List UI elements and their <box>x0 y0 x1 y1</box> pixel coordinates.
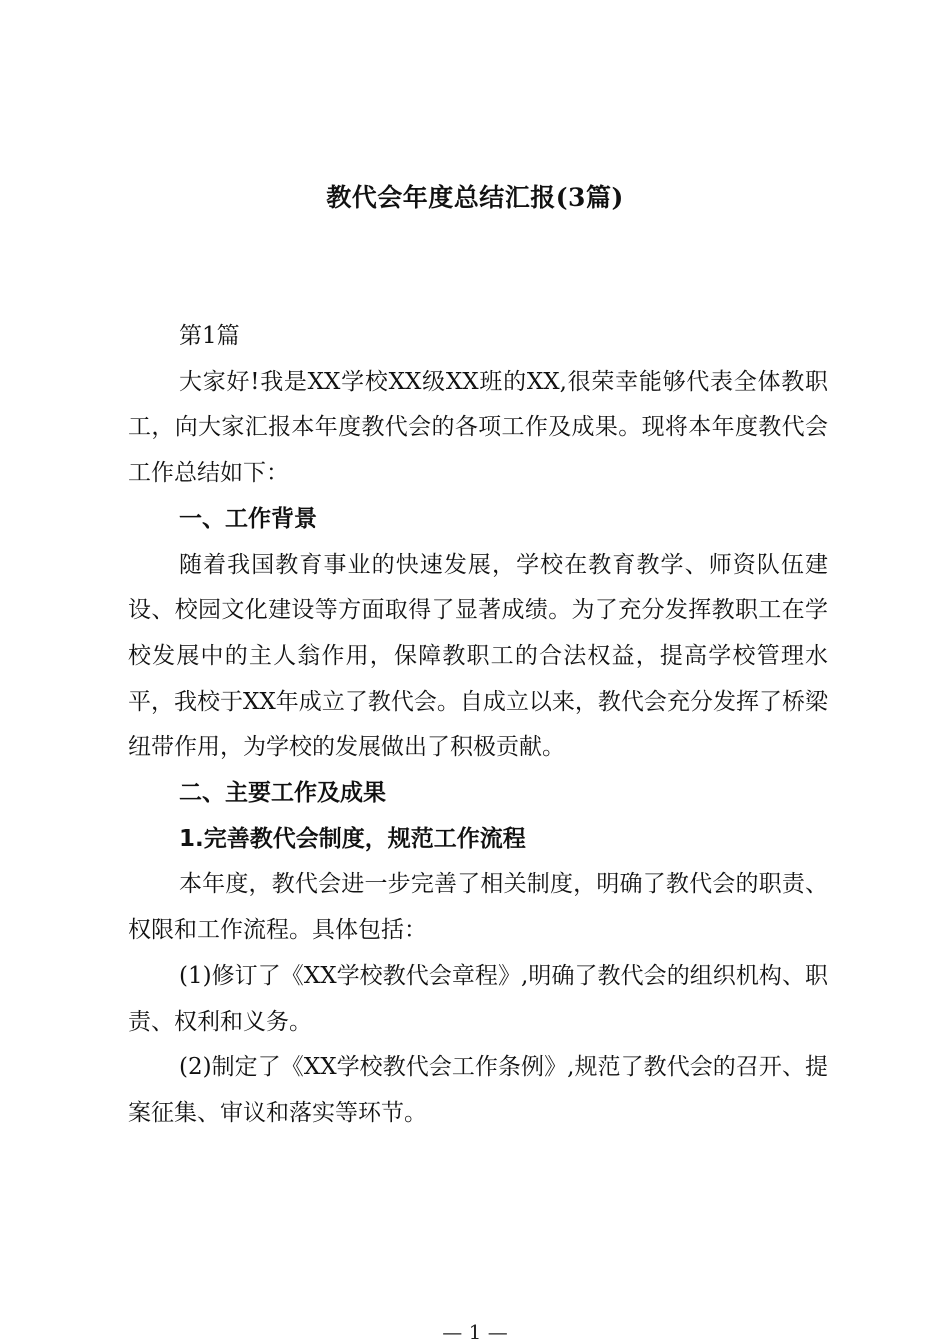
system-intro-paragraph: 本年度，教代会进一步完善了相关制度，明确了教代会的职责、权限和工作流程。具体包括： <box>128 871 828 944</box>
page-number: — 1 — <box>442 1320 508 1344</box>
document-title: 教代会年度总结汇报(3篇) <box>326 183 624 212</box>
section-label: 第1篇 <box>179 323 240 349</box>
subheading-system: 1.完善教代会制度，规范工作流程 <box>179 825 526 852</box>
background-paragraph: 随着我国教育事业的快速发展，学校在教育教学、师资队伍建设、校园文化建设等方面取得了显著成绩。为了充分发挥教职工在学校发展中的主人翁作用，保障教职工的合法权益，提高学校管理水平，我校于XX年成立了教代会。自成立以来，教代会充分发挥了桥梁纽带作用，为学校的发展做出了积极贡献。 <box>128 551 828 761</box>
heading-main-work: 二、主要工作及成果 <box>179 780 386 807</box>
heading-work-background: 一、工作背景 <box>179 505 317 532</box>
list-item-2: (2)制定了《XX学校教代会工作条例》,规范了教代会的召开、提案征集、审议和落实等环节。 <box>128 1054 828 1126</box>
intro-paragraph: 大家好!我是XX学校XX级XX班的XX,很荣幸能够代表全体教职工，向大家汇报本年度教代会的各项工作及成果。现将本年度教代会工作总结如下： <box>128 368 828 487</box>
document-body <box>128 314 828 1137</box>
list-item-1: (1)修订了《XX学校教代会章程》,明确了教代会的组织机构、职责、权利和义务。 <box>128 962 828 1035</box>
